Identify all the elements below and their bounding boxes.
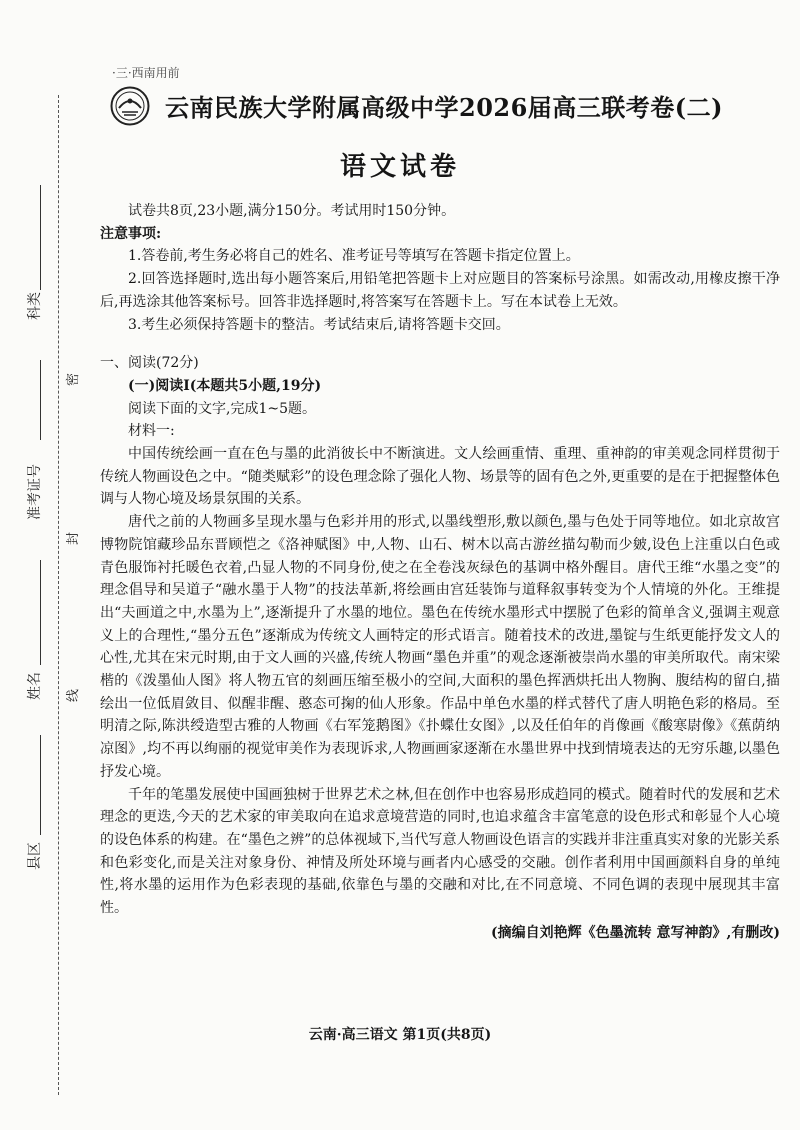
- school-logo-icon: [110, 86, 150, 126]
- notice-item: 2.回答选择题时,选出每小题答案后,用铅笔把答题卡上对应题目的答案标号涂黑。如需改动,用橡皮擦干净后,再选涂其他答案标号。回答非选择题时,将答案写在答题卡上。写在本试卷上无效。: [100, 271, 780, 310]
- notice-item: 1.答卷前,考生务必将自己的姓名、准考证号等填写在答题卡指定位置上。: [128, 248, 580, 265]
- school-title: 云南民族大学附属高级中学2026届高三联考卷(二): [165, 93, 724, 122]
- answer-line-county: [40, 735, 41, 835]
- page-footer: 云南·高三语文 第1页(共8页): [308, 1027, 492, 1043]
- passage-paragraph: 唐代之前的人物画多呈现水墨与色彩并用的形式,以墨线塑形,敷以颜色,墨与色处于同等地位。如北京故宫博物院馆藏珍品东晋顾恺之《洛神赋图》中,人物、山石、树木以高古游丝描勾勒而少皴,设色上注重以白色或青色服饰衬托暖色衣着,凸显人物的不同身份,使之在全卷浅灰绿色的基调中格外醒目。唐代王维“水墨之变”的理念倡导和吴道子“融水墨于人物”的技法革新,将绘画由宫廷装饰与道释叙事转变为个人情境的外化。王维提出“夫画道之中,水墨为上”,逐渐提升了水墨的地位。墨色在传统水墨形式中摆脱了色彩的简单含义,强调主观意义上的合理性,“墨分五色”逐渐成为传统文人画特定的形式语言。随着技术的改进,墨锭与生纸更能抒发文人的心性,尤其在宋元时期,由于文人画的兴盛,传统人物画“墨色并重”的观念逐渐被崇尚水墨的审美所取代。南宋梁楷的《泼墨仙人图》将人物五官的刻画压缩至极小的空间,大面积的墨色挥洒烘托出人物胸、腹结构的留白,描绘出一位低眉敛目、似醒非醒、憨态可掬的仙人形象。作品中单色水墨的样式替代了唐人明艳色彩的格局。至明清之际,陈洪绶造型古雅的人物画《右军笼鹅图》《扑蝶仕女图》,以及任伯年的肖像画《酸寒尉像》《蕉荫纳凉图》,均不再以绚丽的视觉审美作为表现诉求,人物画画家逐渐在水墨世界中找到情境表达的无穷乐趣,以墨色抒发心境。: [100, 514, 780, 780]
- section-heading: 一、阅读(72分): [100, 355, 199, 372]
- label-name: 姓名: [27, 672, 43, 700]
- subject-title: 语文试卷: [339, 152, 460, 182]
- label-county: 县区: [27, 842, 43, 870]
- cut-mark-mi: 密: [66, 372, 81, 386]
- label-exam-number: 准考证号: [27, 464, 43, 520]
- label-category: 科类: [27, 292, 43, 320]
- seal-dashed-line: [58, 95, 59, 1095]
- answer-line-name: [40, 560, 41, 665]
- reading-instruction: 阅读下面的文字,完成1~5题。: [128, 400, 316, 417]
- answer-line-category: [40, 185, 41, 290]
- answer-line-exam-number: [40, 360, 41, 440]
- passage-paragraph: 中国传统绘画一直在色与墨的此消彼长中不断演进。文人绘画重情、重理、重神韵的审美观念同样贯彻于传统人物画设色之中。“随类赋彩”的设色理念除了强化人物、场景等的固有色之外,更重要的是在于把握整体色调与人物心境及场景氛围的关系。: [100, 446, 780, 508]
- material-label: 材料一:: [128, 423, 175, 440]
- top-stamp: ·三·西南用前: [112, 66, 180, 80]
- exam-intro: 试卷共8页,23小题,满分150分。考试用时150分钟。: [128, 203, 456, 219]
- passage-paragraph: 千年的笔墨发展使中国画独树于世界艺术之林,但在创作中也容易形成趋同的模式。随着时代的发展和艺术理念的更迭,今天的艺术家的审美取向在追求意境营造的同时,也追求蕴含丰富笔意的设色形式和彰显个人心境的设色体系的构建。在“墨色之辨”的总体视域下,当代写意人物画设色语言的实践并非注重真实对象的光影关系和色彩变化,而是关注对象身份、神情及所处环境与画者内心感受的交融。创作者利用中国画颜料自身的单纯性,将水墨的运用作为色彩表现的基础,依靠色与墨的交融和对比,在不同意境、不同色调的表现中展现其丰富性。: [100, 786, 780, 917]
- exam-body: [100, 200, 780, 945]
- notice-item: 3.考生必须保持答题卡的整洁。考试结束后,请将答题卡交回。: [128, 316, 510, 333]
- exam-header: [110, 86, 780, 130]
- notice-heading: 注意事项:: [100, 225, 162, 242]
- cut-mark-xian: 线: [66, 688, 81, 702]
- subsection-heading: (一)阅读Ⅰ(本题共5小题,19分): [128, 377, 322, 394]
- cut-mark-feng: 封: [66, 531, 81, 545]
- passage-source: (摘编自刘艳辉《色墨流转 意写神韵》,有删改): [491, 924, 780, 941]
